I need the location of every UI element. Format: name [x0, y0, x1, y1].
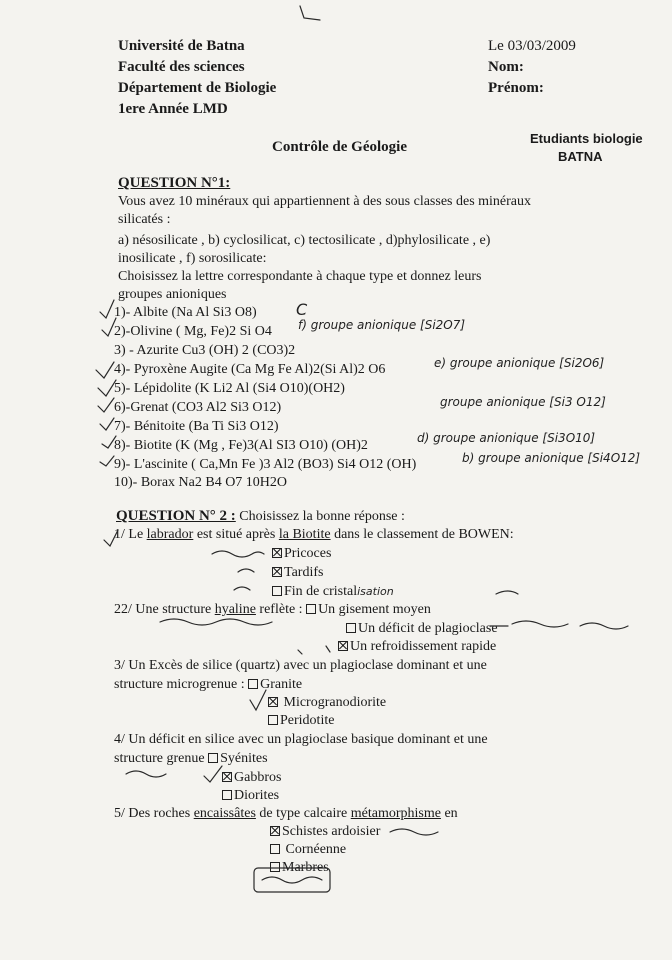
option-tardifs[interactable] [272, 564, 323, 582]
mineral-item: 8)- Biotite (K (Mg , Fe)3(Al SI3 O10) (OH)2 [114, 438, 368, 453]
option-label: Un gisement moyen [318, 602, 431, 617]
q2-sub3-stem: 3/ Un Excès de silice (quartz) avec un plagioclase dominant et une [114, 658, 487, 673]
stem-text: 5/ Des roches [114, 806, 194, 821]
nom-label: Nom: [488, 59, 524, 75]
option-deficit-plagioclase[interactable] [346, 620, 498, 638]
q1-heading: QUESTION N°1: [118, 175, 231, 191]
checkbox[interactable] [208, 753, 218, 763]
option-label: Cornéenne [285, 842, 347, 857]
q1-intro-line: silicatés : [118, 212, 171, 227]
option-label: Schistes ardoisier [282, 824, 381, 839]
stem-text: labrador [146, 527, 194, 542]
stem-text: reflète : [255, 602, 303, 617]
option-label: Marbres [282, 860, 329, 875]
handwritten-answer: f) groupe anionique [Si2O7] [298, 318, 466, 332]
q2-heading: QUESTION N° 2 : [116, 508, 236, 524]
mineral-item: 3) - Azurite Cu3 (OH) 2 (CO3)2 [114, 343, 296, 358]
exam-date: Le 03/03/2009 [488, 38, 576, 54]
option-gabbros[interactable] [222, 769, 281, 787]
option-label: Microgranodiorite [283, 695, 387, 710]
checkbox-checked[interactable] [268, 697, 278, 707]
mineral-item: 7)- Bénitoite (Ba Ti Si3 O12) [114, 419, 279, 434]
checkbox-checked[interactable] [272, 567, 282, 577]
mineral-item: 4)- Pyroxène Augite (Ca Mg Fe Al)2(Si Al)2 O6 [114, 362, 386, 377]
handwritten-answer: C [296, 300, 308, 319]
q2-sub4-stem [114, 750, 268, 768]
option-peridotite[interactable] [268, 712, 334, 730]
option-pricoces[interactable] [272, 545, 331, 563]
stem-text: dans le classement de BOWEN: [330, 527, 514, 542]
q2-sub4-stem: 4/ Un déficit en silice avec un plagioclase basique dominant et une [114, 732, 488, 747]
watermark-line2: BATNA [558, 149, 603, 164]
checkbox[interactable] [270, 862, 280, 872]
mineral-item: 10)- Borax Na2 B4 O7 10H2O [114, 475, 288, 490]
stem-text: métamorphisme [350, 806, 441, 821]
prenom-label: Prénom: [488, 80, 544, 96]
option-label: Un déficit de plagioclase [358, 621, 498, 636]
exam-title: Contrôle de Géologie [272, 139, 407, 155]
checkbox[interactable] [306, 604, 316, 614]
q2-sub5-stem [114, 805, 458, 823]
q2-sub2-stem [114, 601, 431, 619]
handwritten-answer: e) groupe anionique [Si2O6] [434, 356, 605, 370]
option-diorites[interactable] [222, 787, 279, 805]
option-label: Tardifs [284, 565, 324, 580]
mineral-item: 1)- Albite (Na Al Si3 O8) [114, 305, 257, 320]
checkbox[interactable] [272, 586, 282, 596]
university-name: Université de Batna [118, 38, 245, 54]
option-label: Gabbros [234, 770, 282, 785]
watermark-line1: Etudiants biologie [530, 131, 643, 146]
q1-intro-line: Choisissez la lettre correspondante à chaque type et donnez leurs [118, 269, 482, 284]
q1-intro-line: groupes anioniques [118, 287, 227, 302]
checkbox-checked[interactable] [222, 772, 232, 782]
option-corneenne[interactable] [270, 841, 346, 859]
handwritten-suffix: isation [357, 585, 394, 598]
checkbox-checked[interactable] [270, 826, 280, 836]
option-label: Granite [260, 677, 303, 692]
stem-text: en [440, 806, 458, 821]
q2-sub3-stem [114, 676, 302, 694]
option-fin-cristal[interactable] [272, 583, 394, 601]
mineral-item: 9)- L'ascinite ( Ca,Mn Fe )3 Al2 (BO3) Si4 O12 (OH) [114, 457, 417, 472]
q2-sub1-stem [114, 526, 514, 544]
q2-heading-line [116, 507, 405, 526]
stem-text: 1/ Le [114, 527, 147, 542]
stem-text: structure grenue [114, 751, 209, 766]
option-microgranodiorite[interactable] [268, 694, 386, 712]
option-label: Fin de cristal [284, 584, 358, 599]
handwritten-answer: d) groupe anionique [Si3O10] [417, 431, 596, 445]
option-marbres[interactable] [270, 859, 329, 877]
option-label: Pricoces [284, 546, 332, 561]
option-refroidissement[interactable] [338, 638, 496, 656]
stem-text: de type calcaire [255, 806, 351, 821]
stem-text: la Biotite [278, 527, 331, 542]
checkbox[interactable] [268, 715, 278, 725]
stem-text: encaissâtes [193, 806, 256, 821]
checkbox-checked[interactable] [338, 641, 348, 651]
handwritten-answer: b) groupe anionique [Si4O12] [462, 451, 641, 465]
mineral-item: 6)-Grenat (CO3 Al2 Si3 O12) [114, 400, 282, 415]
option-schistes[interactable] [270, 823, 380, 841]
option-label: Syénites [220, 751, 268, 766]
checkbox[interactable] [222, 790, 232, 800]
checkbox[interactable] [346, 623, 356, 633]
faculty-name: Faculté des sciences [118, 59, 245, 75]
mineral-item: 2)-Olivine ( Mg, Fe)2 Si O4 [114, 324, 272, 339]
checkbox[interactable] [248, 679, 258, 689]
stem-text: est situé après [193, 527, 279, 542]
handwritten-answer: groupe anionique [Si3 O12] [440, 395, 606, 409]
option-label: Diorites [234, 788, 280, 803]
q1-intro-line: Vous avez 10 minéraux qui appartiennent à des sous classes des minéraux [118, 194, 532, 209]
option-label: Un refroidissement rapide [350, 639, 497, 654]
department-name: Département de Biologie [118, 80, 277, 96]
option-label: Peridotite [280, 713, 335, 728]
stem-text: structure microgrenue : [114, 677, 245, 692]
stem-text: 22/ Une structure [114, 602, 215, 617]
q1-intro-line: inosilicate , f) sorosilicate: [118, 251, 267, 266]
stem-text: hyaline [214, 602, 256, 617]
checkbox-checked[interactable] [272, 548, 282, 558]
q1-intro-line: a) nésosilicate , b) cyclosilicat, c) tectosilicate , d)phylosilicate , e) [118, 233, 491, 248]
checkbox[interactable] [270, 844, 280, 854]
mineral-item: 5)- Lépidolite (K Li2 Al (Si4 O10)(OH2) [114, 381, 345, 396]
q2-instruction: Choisissez la bonne réponse : [235, 509, 405, 524]
year-label: 1ere Année LMD [118, 101, 228, 117]
